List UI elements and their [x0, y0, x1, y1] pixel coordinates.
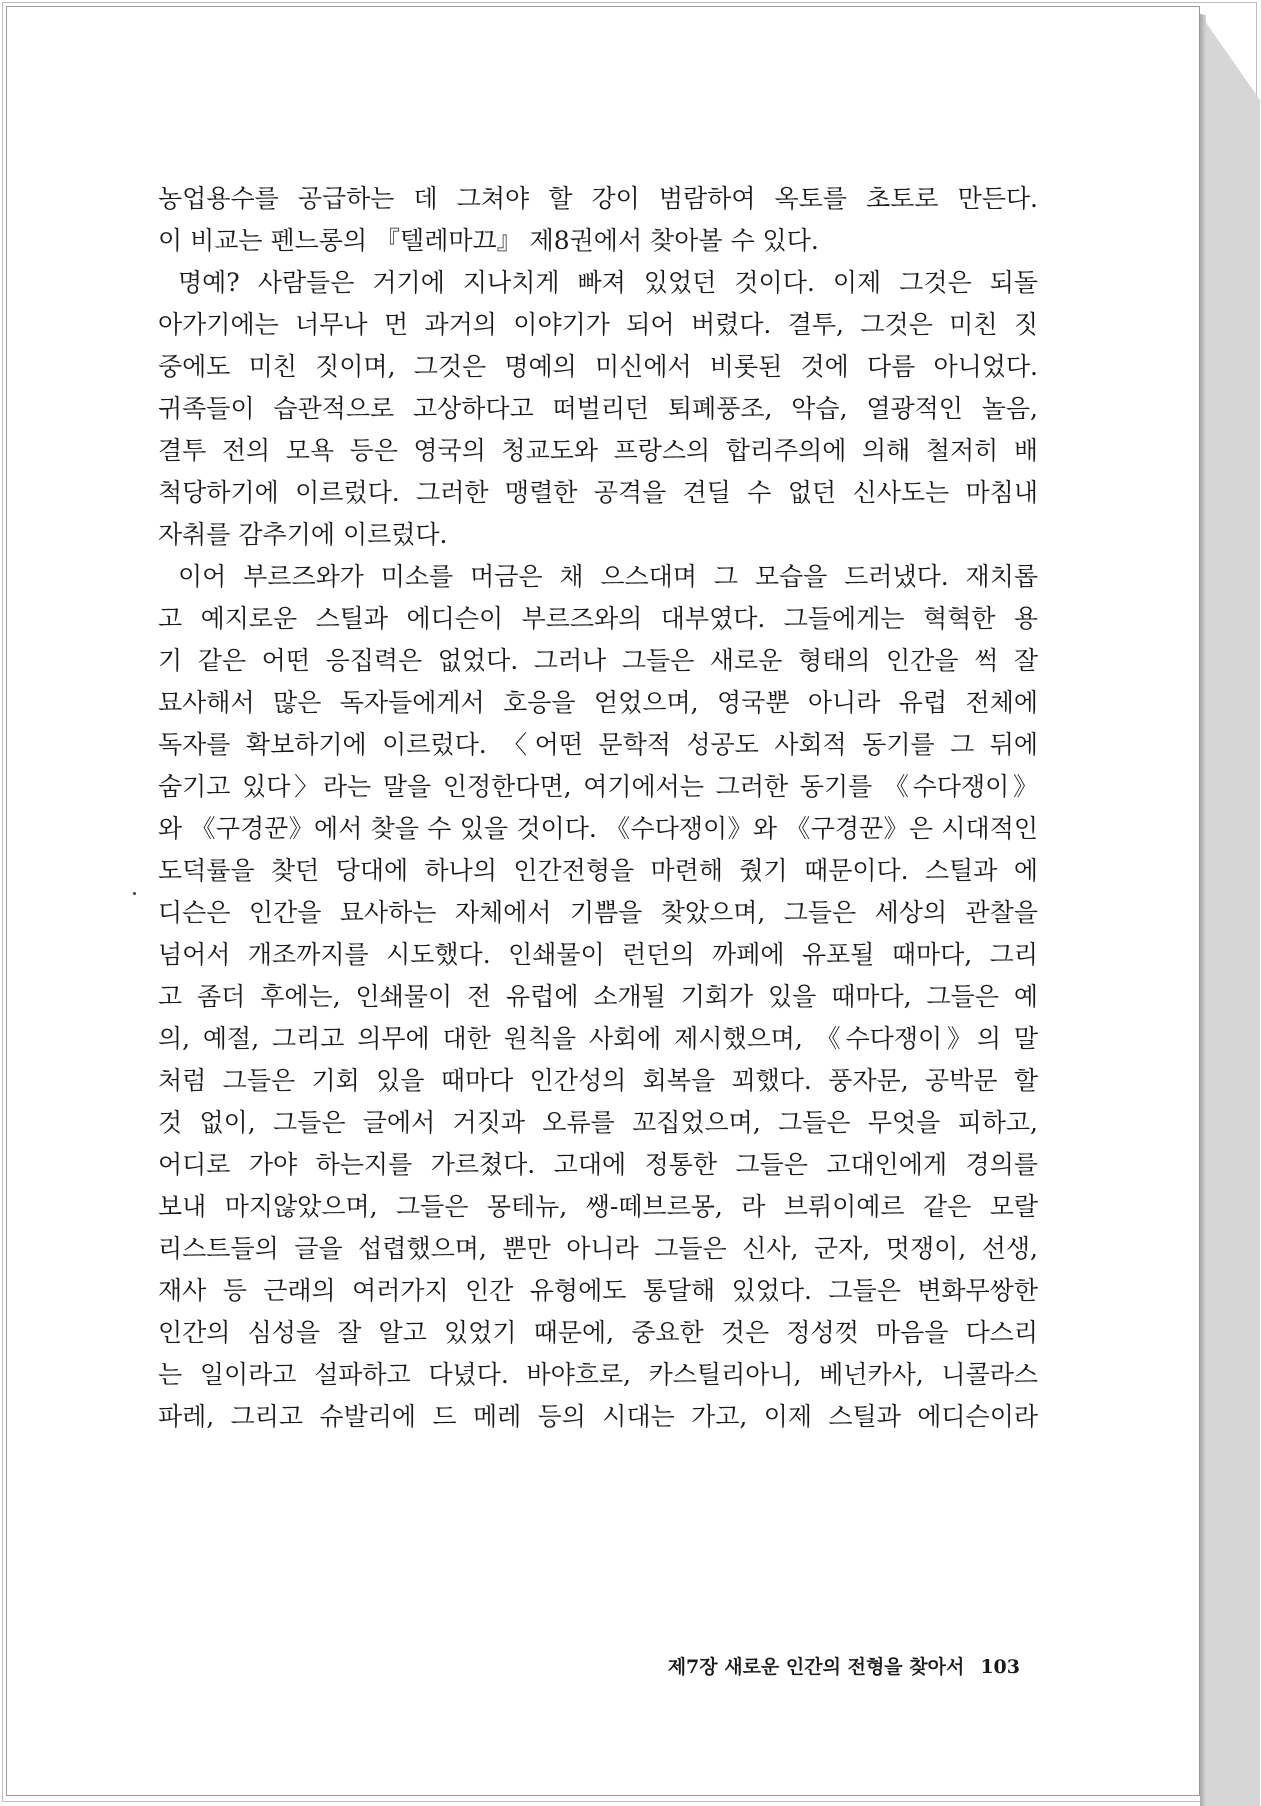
text-line: 숨기고 있다〉라는 말을 인정한다면, 여기에서는 그러한 동기를 《수다쟁이》 [158, 772, 1038, 801]
margin-mark [133, 892, 136, 895]
text-line: 이 비교는 펜느롱의 『텔레마끄』 제8권에서 찾아볼 수 있다. [158, 226, 819, 255]
text-line: 인간의 심성을 잘 알고 있었기 때문에, 중요한 것은 정성껏 마음을 다스리 [158, 1318, 1038, 1347]
text-line: 처럼 그들은 기회 있을 때마다 인간성의 회복을 꾀했다. 풍자문, 공박문 할 [158, 1066, 1038, 1095]
text-line: 디슨은 인간을 묘사하는 자체에서 기쁨을 찾았으며, 그들은 세상의 관찰을 [158, 898, 1038, 927]
text-line: 넘어서 개조까지를 시도했다. 인쇄물이 런던의 까페에 유포될 때마다, 그리 [158, 940, 1038, 969]
text-line: 아가기에는 너무나 먼 과거의 이야기가 되어 버렸다. 결투, 그것은 미친 짓 [158, 310, 1038, 339]
text-line: 파레, 그리고 슈발리에 드 메레 등의 시대는 가고, 이제 스틸과 에디슨이라 [158, 1402, 1038, 1431]
text-line: 기 같은 어떤 응집력은 없었다. 그러나 그들은 새로운 형태의 인간을 썩 잘 [158, 646, 1038, 675]
text-line: 명예? 사람들은 거기에 지나치게 빠져 있었던 것이다. 이제 그것은 되돌 [178, 268, 1038, 297]
text-line: 독자를 확보하기에 이르렀다. 〈어떤 문학적 성공도 사회적 동기를 그 뒤에 [158, 730, 1038, 759]
text-line: 고 예지로운 스틸과 에디슨이 부르즈와의 대부였다. 그들에게는 혁혁한 용 [158, 604, 1038, 633]
text-line: 이어 부르즈와가 미소를 머금은 채 으스대며 그 모습을 드러냈다. 재치롭 [178, 562, 1038, 591]
text-line: 귀족들이 습관적으로 고상하다고 떠벌리던 퇴폐풍조, 악습, 열광적인 놀음, [158, 394, 1038, 423]
text-line: 자취를 감추기에 이르렀다. [158, 520, 448, 549]
text-line: 결투 전의 모욕 등은 영국의 청교도와 프랑스의 합리주의에 의해 철저히 배 [158, 436, 1038, 465]
text-line: 중에도 미친 짓이며, 그것은 명예의 미신에서 비롯된 것에 다름 아니었다. [158, 352, 1038, 381]
body-text [158, 178, 1038, 1438]
text-line: 어디로 가야 하는지를 가르쳤다. 고대에 정통한 그들은 고대인에게 경의를 [158, 1150, 1038, 1179]
page-footer [620, 1652, 1020, 1679]
text-line: 도덕률을 찾던 당대에 하나의 인간전형을 마련해 줬기 때문이다. 스틸과 에 [158, 856, 1038, 885]
page-spine [1200, 0, 1260, 1806]
text-line: 묘사해서 많은 독자들에게서 호응을 얻었으며, 영국뿐 아니라 유럽 전체에 [158, 688, 1038, 717]
text-line: 의, 예절, 그리고 의무에 대한 원칙을 사회에 제시했으며, 《수다쟁이》의 말 [158, 1024, 1038, 1053]
page-spine-shade [1200, 0, 1206, 1806]
text-line: 는 일이라고 설파하고 다녔다. 바야흐로, 카스틸리아니, 베넌카사, 니콜라스 [158, 1360, 1038, 1389]
text-line: 재사 등 근래의 여러가지 인간 유형에도 통달해 있었다. 그들은 변화무쌍한 [158, 1276, 1038, 1305]
text-line: 것 없이, 그들은 글에서 거짓과 오류를 꼬집었으며, 그들은 무엇을 피하고, [158, 1108, 1038, 1137]
text-line: 고 좀더 후에는, 인쇄물이 전 유럽에 소개될 기회가 있을 때마다, 그들은 예 [158, 982, 1038, 1011]
text-line: 농업용수를 공급하는 데 그쳐야 할 강이 범람하여 옥토를 초토로 만든다. [158, 184, 1038, 213]
page-number: 103 [980, 1656, 1020, 1678]
text-line: 보내 마지않았으며, 그들은 몽테뉴, 쌩-떼브르몽, 라 브뤼이예르 같은 모랄 [158, 1192, 1038, 1221]
text-line: 리스트들의 글을 섭렵했으며, 뿐만 아니라 그들은 신사, 군자, 멋쟁이, 선생, [158, 1234, 1038, 1263]
running-footer-chapter-title: 제7장 새로운 인간의 전형을 찾아서 [667, 1656, 965, 1678]
text-line: 와 《구경꾼》에서 찾을 수 있을 것이다. 《수다쟁이》와 《구경꾼》은 시대적인 [158, 814, 1038, 843]
text-line: 척당하기에 이르렀다. 그러한 맹렬한 공격을 견딜 수 없던 신사도는 마침내 [158, 478, 1038, 507]
